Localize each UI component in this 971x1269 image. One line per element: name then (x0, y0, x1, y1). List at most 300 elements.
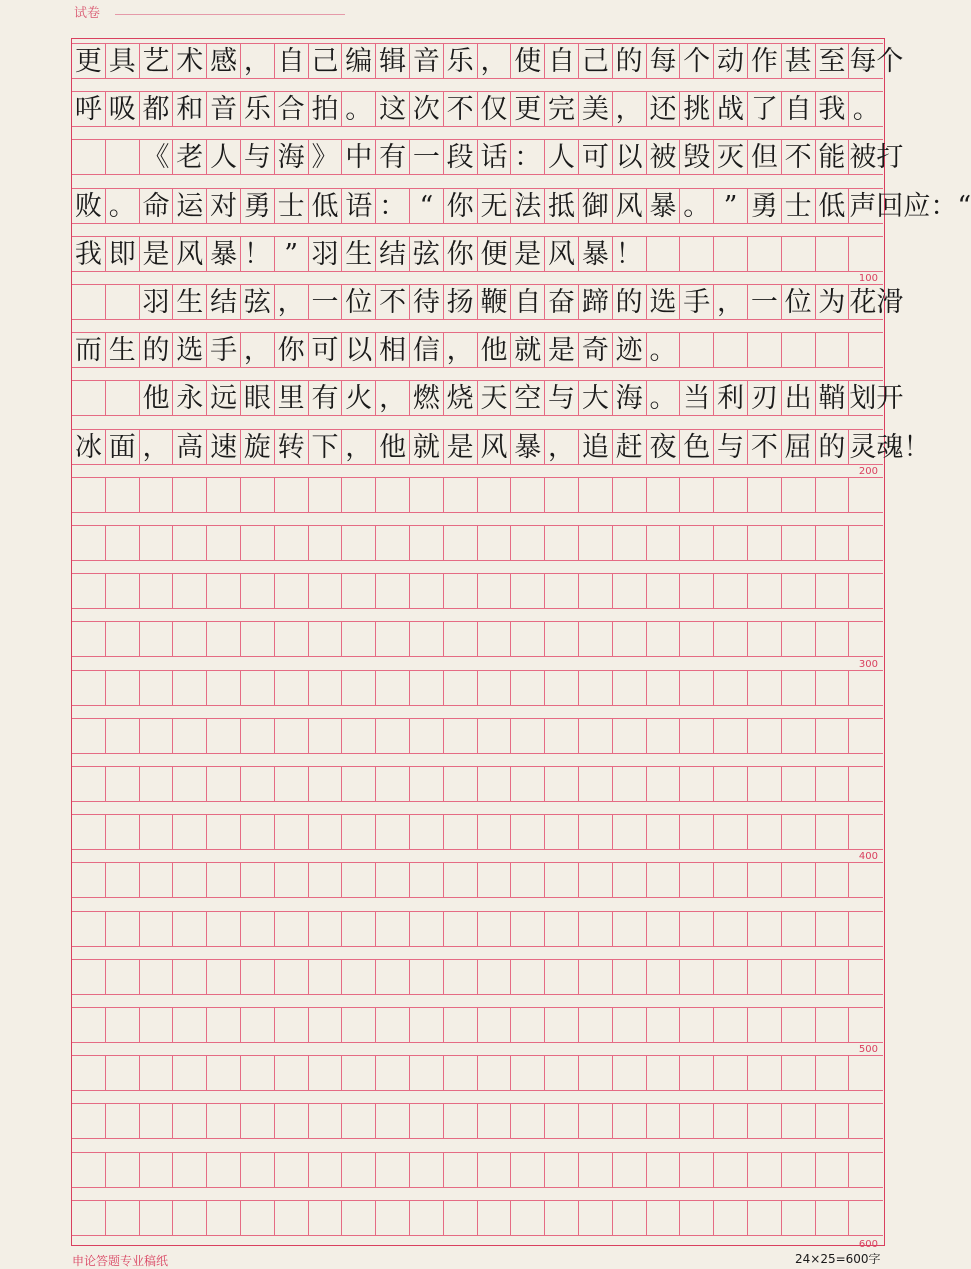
grid-cell: 低 (309, 188, 343, 224)
grid-cell: 位 (342, 284, 376, 320)
header-underline (115, 14, 345, 15)
grid-cell: 被 (647, 139, 681, 175)
grid-cell (748, 525, 782, 561)
grid-cell (782, 1103, 816, 1139)
grid-cell: 。 (342, 91, 376, 127)
grid-cell (106, 380, 140, 416)
grid-cell (342, 814, 376, 850)
grid-cell: 鞭 (478, 284, 512, 320)
grid-cell (680, 1200, 714, 1236)
grid-cell (613, 814, 647, 850)
grid-cell (782, 1152, 816, 1188)
grid-cell (647, 911, 681, 947)
grid-cell (444, 1055, 478, 1091)
grid-cell (714, 718, 748, 754)
grid-cell: 有 (376, 139, 410, 175)
grid-cell (714, 525, 748, 561)
grid-cell (241, 621, 275, 657)
grid-cell: “ (410, 188, 444, 224)
grid-cell (342, 573, 376, 609)
grid-cell (241, 814, 275, 850)
grid-cell: 风 (478, 429, 512, 465)
grid-cell: 能 (816, 139, 850, 175)
grid-cell: 里 (275, 380, 309, 416)
grid-cell (647, 1007, 681, 1043)
grid-cell (72, 525, 106, 561)
grid-cell: 声回应：“ (849, 188, 883, 224)
grid-cell (478, 911, 512, 947)
grid-cell (782, 1200, 816, 1236)
grid-cell (72, 380, 106, 416)
grid-cell (545, 1007, 579, 1043)
grid-cell (342, 862, 376, 898)
grid-cell: 暴 (579, 236, 613, 272)
grid-cell: 羽 (140, 284, 174, 320)
grid-cell: 仅 (478, 91, 512, 127)
grid-cell (478, 766, 512, 802)
grid-cell: 术 (173, 43, 207, 79)
grid-cell (140, 862, 174, 898)
grid-cell: 音 (410, 43, 444, 79)
grid-cell (748, 1055, 782, 1091)
grid-cell (680, 1055, 714, 1091)
grid-cell: 扬 (444, 284, 478, 320)
grid-cell (579, 477, 613, 513)
grid-cell (478, 621, 512, 657)
grid-cell (444, 959, 478, 995)
grid-cell (309, 1152, 343, 1188)
grid-cell (309, 959, 343, 995)
grid-cell (782, 766, 816, 802)
grid-cell (376, 1152, 410, 1188)
grid-cell (275, 718, 309, 754)
grid-cell (849, 718, 883, 754)
char-count-marker: 300 (858, 658, 878, 670)
grid-cell: 不 (782, 139, 816, 175)
grid-cell: 色 (680, 429, 714, 465)
grid-row (72, 911, 883, 947)
grid-row (72, 1007, 883, 1043)
grid-cell (849, 766, 883, 802)
grid-cell: ， (444, 332, 478, 368)
grid-cell (816, 911, 850, 947)
grid-cell: 感 (207, 43, 241, 79)
char-count-marker: 500 (858, 1044, 878, 1056)
grid-cell: 他 (478, 332, 512, 368)
grid-cell (140, 1055, 174, 1091)
grid-cell: 手 (680, 284, 714, 320)
grid-cell: 老 (173, 139, 207, 175)
grid-cell (309, 814, 343, 850)
grid-cell (173, 573, 207, 609)
grid-cell: 他 (376, 429, 410, 465)
grid-cell: 运 (173, 188, 207, 224)
grid-cell (140, 477, 174, 513)
grid-cell (849, 236, 883, 272)
grid-cell (275, 766, 309, 802)
grid-cell (748, 1200, 782, 1236)
grid-cell (72, 1152, 106, 1188)
grid-cell (647, 621, 681, 657)
grid-cell (106, 814, 140, 850)
grid-cell (613, 1103, 647, 1139)
char-count-marker: 400 (858, 851, 878, 863)
grid-cell (376, 814, 410, 850)
grid-cell (410, 1200, 444, 1236)
grid-cell (140, 911, 174, 947)
grid-cell (207, 477, 241, 513)
grid-cell (478, 1055, 512, 1091)
grid-cell (647, 477, 681, 513)
grid-cell (816, 1200, 850, 1236)
grid-cell (782, 573, 816, 609)
grid-cell (647, 766, 681, 802)
grid-cell: 生 (106, 332, 140, 368)
essay-grid-sheet (71, 38, 971, 1251)
grid-cell (342, 1055, 376, 1091)
grid-cell (782, 621, 816, 657)
grid-cell: 你 (444, 188, 478, 224)
grid-cell: 选 (173, 332, 207, 368)
grid-cell (579, 814, 613, 850)
grid-cell: 冰 (72, 429, 106, 465)
grid-cell: 下 (309, 429, 343, 465)
grid-cell (680, 621, 714, 657)
grid-cell (849, 1152, 883, 1188)
char-count-marker: 600 (858, 1239, 878, 1251)
grid-cell (241, 525, 275, 561)
grid-cell: 是 (444, 429, 478, 465)
grid-cell (680, 236, 714, 272)
grid-row (72, 670, 883, 706)
grid-cell: 一 (748, 284, 782, 320)
grid-cell (309, 1055, 343, 1091)
grid-cell (511, 573, 545, 609)
grid-cell (511, 718, 545, 754)
grid-cell (545, 1055, 579, 1091)
grid-cell: 旋 (241, 429, 275, 465)
grid-cell (106, 911, 140, 947)
grid-row (72, 573, 883, 609)
grid-cell: ， (714, 284, 748, 320)
grid-cell (173, 911, 207, 947)
grid-cell (410, 911, 444, 947)
grid-cell (579, 670, 613, 706)
grid-cell (309, 766, 343, 802)
grid-cell (106, 139, 140, 175)
grid-cell: 转 (275, 429, 309, 465)
grid-cell (241, 959, 275, 995)
grid-cell (173, 1007, 207, 1043)
grid-cell (72, 284, 106, 320)
grid-cell (816, 1055, 850, 1091)
grid-cell: 灵魂！ (849, 429, 883, 465)
char-count-marker: 100 (858, 273, 878, 285)
grid-cell: 奇 (579, 332, 613, 368)
grid-cell (72, 1055, 106, 1091)
grid-cell (714, 1007, 748, 1043)
grid-cell (342, 621, 376, 657)
grid-cell (647, 814, 681, 850)
grid-cell (849, 332, 883, 368)
grid-cell (816, 814, 850, 850)
grid-cell (72, 911, 106, 947)
grid-cell (816, 718, 850, 754)
grid-cell (478, 670, 512, 706)
grid-cell: 面 (106, 429, 140, 465)
grid-cell: 抵 (545, 188, 579, 224)
grid-cell (106, 573, 140, 609)
grid-cell (748, 573, 782, 609)
grid-cell: 自 (511, 284, 545, 320)
grid-row (72, 139, 904, 175)
grid-cell (410, 766, 444, 802)
grid-cell (680, 670, 714, 706)
grid-cell (816, 766, 850, 802)
grid-cell: 败 (72, 188, 106, 224)
grid-cell (309, 1103, 343, 1139)
grid-cell (376, 621, 410, 657)
grid-cell (342, 1152, 376, 1188)
grid-cell (647, 1055, 681, 1091)
grid-cell: 当 (680, 380, 714, 416)
grid-cell (275, 477, 309, 513)
grid-cell (444, 862, 478, 898)
grid-cell (545, 477, 579, 513)
grid-cell (511, 1200, 545, 1236)
grid-cell (748, 1007, 782, 1043)
grid-cell: 和 (173, 91, 207, 127)
grid-cell (207, 1200, 241, 1236)
grid-cell (410, 862, 444, 898)
grid-cell: ！ (613, 236, 647, 272)
grid-cell: 乐 (241, 91, 275, 127)
grid-cell (647, 670, 681, 706)
grid-cell (140, 959, 174, 995)
grid-cell (106, 621, 140, 657)
grid-cell: 空 (511, 380, 545, 416)
grid-cell: 被打 (849, 139, 883, 175)
grid-cell (748, 718, 782, 754)
grid-cell (309, 621, 343, 657)
grid-row (72, 43, 904, 79)
grid-cell (714, 766, 748, 802)
grid-cell (444, 1103, 478, 1139)
grid-cell: 以 (342, 332, 376, 368)
grid-cell (579, 1007, 613, 1043)
grid-cell: 毁 (680, 139, 714, 175)
grid-cell: 迹 (613, 332, 647, 368)
grid-cell: 对 (207, 188, 241, 224)
grid-cell (680, 862, 714, 898)
grid-row (72, 1152, 883, 1188)
grid-cell: 信 (410, 332, 444, 368)
grid-cell: 《 (140, 139, 174, 175)
grid-cell (275, 1200, 309, 1236)
grid-cell (173, 814, 207, 850)
grid-cell (816, 477, 850, 513)
grid-cell (579, 573, 613, 609)
grid-cell (714, 332, 748, 368)
grid-cell (613, 1152, 647, 1188)
grid-cell (478, 718, 512, 754)
grid-cell (680, 1152, 714, 1188)
grid-cell (579, 1103, 613, 1139)
grid-cell: 生 (342, 236, 376, 272)
grid-cell: 风 (173, 236, 207, 272)
grid-cell (376, 1103, 410, 1139)
grid-cell (376, 959, 410, 995)
grid-cell (72, 1103, 106, 1139)
grid-cell (342, 477, 376, 513)
grid-cell (782, 1055, 816, 1091)
grid-cell: ” (714, 188, 748, 224)
grid-cell (309, 718, 343, 754)
grid-cell (545, 621, 579, 657)
grid-cell: 每个 (849, 43, 883, 79)
grid-cell (680, 814, 714, 850)
grid-cell (140, 766, 174, 802)
grid-cell: 以 (613, 139, 647, 175)
grid-cell (680, 766, 714, 802)
footer-grid-capacity: 24×25=600字 (795, 1252, 881, 1266)
grid-cell (342, 670, 376, 706)
grid-cell (647, 1103, 681, 1139)
grid-cell (816, 1007, 850, 1043)
grid-cell (140, 1007, 174, 1043)
grid-cell (613, 766, 647, 802)
grid-cell (207, 959, 241, 995)
grid-cell (173, 670, 207, 706)
grid-cell: 羽 (309, 236, 343, 272)
grid-cell (816, 621, 850, 657)
grid-cell (72, 959, 106, 995)
grid-cell (342, 1007, 376, 1043)
grid-cell (545, 959, 579, 995)
footer-paper-title: 申论答题专业稿纸 (72, 1254, 169, 1268)
grid-cell: 至 (816, 43, 850, 79)
grid-cell (444, 814, 478, 850)
grid-cell: 你 (444, 236, 478, 272)
grid-cell: 人 (545, 139, 579, 175)
grid-cell (410, 573, 444, 609)
grid-cell (680, 477, 714, 513)
grid-cell (478, 1152, 512, 1188)
grid-cell (849, 862, 883, 898)
grid-cell (241, 573, 275, 609)
grid-cell: 勇 (241, 188, 275, 224)
grid-cell (342, 1200, 376, 1236)
grid-cell (511, 1152, 545, 1188)
grid-cell: 。 (647, 380, 681, 416)
grid-row (72, 1055, 883, 1091)
grid-cell (782, 525, 816, 561)
grid-cell (342, 525, 376, 561)
grid-cell: 不 (444, 91, 478, 127)
grid-cell (782, 814, 816, 850)
grid-cell: 就 (511, 332, 545, 368)
grid-cell (342, 1103, 376, 1139)
grid-row (72, 188, 971, 224)
grid-cell (72, 814, 106, 850)
grid-cell (680, 959, 714, 995)
grid-cell: 合 (275, 91, 309, 127)
grid-cell (511, 525, 545, 561)
grid-cell (241, 1103, 275, 1139)
grid-cell (72, 573, 106, 609)
grid-cell: 是 (545, 332, 579, 368)
grid-cell: 作 (748, 43, 782, 79)
grid-cell: 利 (714, 380, 748, 416)
grid-cell: 》 (309, 139, 343, 175)
grid-row (72, 862, 883, 898)
grid-cell (748, 1103, 782, 1139)
grid-cell (309, 1007, 343, 1043)
grid-cell: 勇 (748, 188, 782, 224)
grid-cell (714, 1200, 748, 1236)
grid-cell (714, 1152, 748, 1188)
grid-cell: 段 (444, 139, 478, 175)
grid-cell (816, 525, 850, 561)
grid-cell (748, 814, 782, 850)
grid-cell: 奋 (545, 284, 579, 320)
grid-cell (647, 525, 681, 561)
grid-cell: 眼 (241, 380, 275, 416)
grid-cell: 为 (816, 284, 850, 320)
grid-cell: ： (376, 188, 410, 224)
grid-cell: 远 (207, 380, 241, 416)
grid-cell (106, 1152, 140, 1188)
grid-cell: 与 (545, 380, 579, 416)
grid-cell: 的 (613, 43, 647, 79)
grid-cell (275, 573, 309, 609)
grid-cell (579, 1055, 613, 1091)
grid-cell (680, 332, 714, 368)
grid-cell: 是 (511, 236, 545, 272)
grid-cell: 士 (782, 188, 816, 224)
grid-cell (376, 477, 410, 513)
grid-cell (106, 1055, 140, 1091)
grid-cell: 。 (849, 91, 883, 127)
grid-cell (680, 1007, 714, 1043)
grid-cell (444, 1007, 478, 1043)
grid-cell (72, 670, 106, 706)
grid-cell (647, 959, 681, 995)
grid-cell (173, 621, 207, 657)
grid-cell (309, 573, 343, 609)
grid-cell: 自 (782, 91, 816, 127)
grid-cell (816, 670, 850, 706)
grid-cell (173, 766, 207, 802)
grid-cell (849, 959, 883, 995)
grid-cell (207, 814, 241, 850)
grid-cell: 不 (376, 284, 410, 320)
grid-cell: 这 (376, 91, 410, 127)
grid-cell (545, 573, 579, 609)
grid-cell: 话 (478, 139, 512, 175)
grid-cell: 灭 (714, 139, 748, 175)
grid-cell (782, 236, 816, 272)
grid-cell (714, 236, 748, 272)
grid-cell: 己 (579, 43, 613, 79)
grid-cell (511, 814, 545, 850)
grid-cell (410, 1055, 444, 1091)
grid-row (72, 1103, 883, 1139)
grid-cell: 自 (545, 43, 579, 79)
grid-cell: 赶 (613, 429, 647, 465)
grid-cell (511, 621, 545, 657)
grid-cell (72, 139, 106, 175)
